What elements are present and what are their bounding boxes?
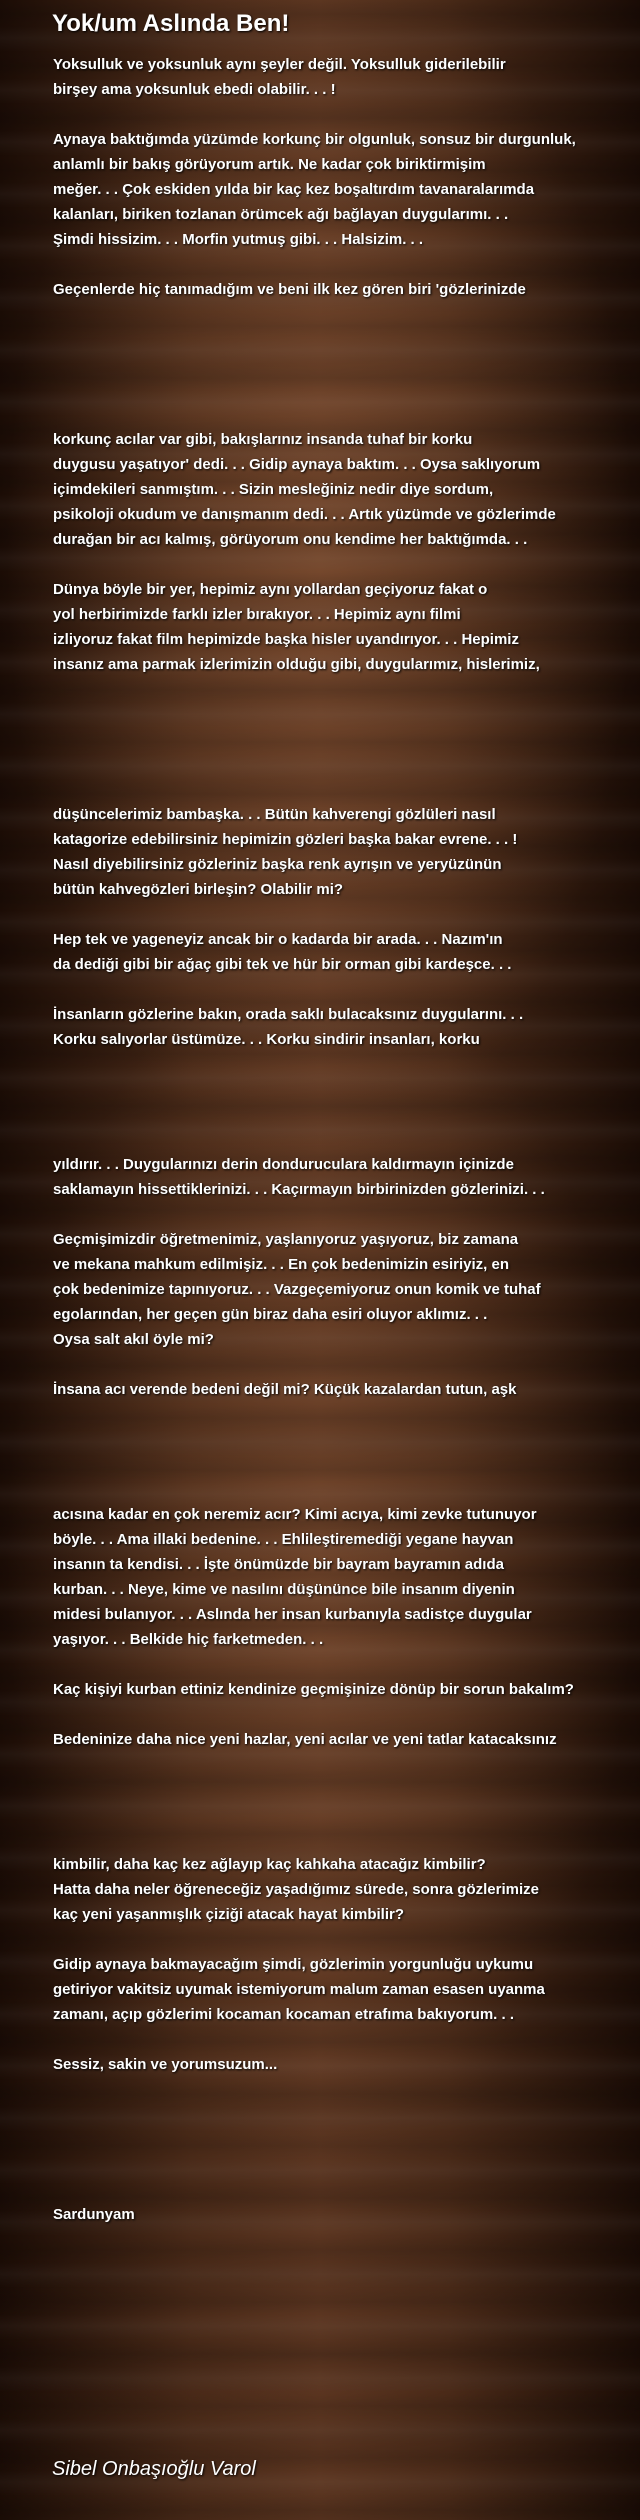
poem-line: Bedeninize daha nice yeni hazlar, yeni acılar ve yeni tatlar katacaksınız xyxy=(53,1731,557,1748)
blank-line xyxy=(53,327,623,352)
poem-line: Hatta daha neler öğreneceğiz yaşadığımız sürede, sonra gözlerimize xyxy=(53,1881,539,1898)
poem-line: getiriyor vakitsiz uyumak istemiyorum malum zaman esasen uyanma xyxy=(53,1981,545,1998)
blank-line xyxy=(53,402,623,427)
poem-line: saklamayın hissettiklerinizi. . . Kaçırmayın birbirinizden gözlerinizi. . . xyxy=(53,1181,545,1198)
blank-line xyxy=(53,1927,623,1952)
blank-line xyxy=(53,1752,623,1777)
blank-line xyxy=(53,902,623,927)
poem-line: Nasıl diyebilirsiniz gözleriniz başka renk ayrışın ve yeryüzünün xyxy=(53,856,502,873)
blank-line xyxy=(53,2152,623,2177)
poem-line: çok bedenimize tapınıyoruz. . . Vazgeçemiyoruz onun komik ve tuhaf xyxy=(53,1281,541,1298)
poem-line: da dediği gibi bir ağaç gibi tek ve hür bir orman gibi kardeşce. . . xyxy=(53,956,512,973)
poem-line: Aynaya baktığımda yüzümde korkunç bir olgunluk, sonsuz bir durgunluk, xyxy=(53,131,576,148)
poem-line: İnsanların gözlerine bakın, orada saklı bulacaksınız duygularını. . . xyxy=(53,1006,524,1023)
poem-line: içimdekileri sanmıştım. . . Sizin mesleğiniz nedir diye sordum, xyxy=(53,481,494,498)
blank-line xyxy=(53,1702,623,1727)
poem-line: psikoloji okudum ve danışmanım dedi. . . Artık yüzümde ve gözlerimde xyxy=(53,506,556,523)
poem-line: Dünya böyle bir yer, hepimiz aynı yollardan geçiyoruz fakat o xyxy=(53,581,488,598)
blank-line xyxy=(53,377,623,402)
blank-line xyxy=(53,2102,623,2127)
blank-line xyxy=(53,1802,623,1827)
blank-line xyxy=(53,702,623,727)
poem-line: İnsana acı verende bedeni değil mi? Küçük kazalardan tutun, aşk xyxy=(53,1381,517,1398)
poem-line: bütün kahvegözleri birleşin? Olabilir mi? xyxy=(53,881,344,898)
blank-line xyxy=(53,1102,623,1127)
blank-line xyxy=(53,777,623,802)
poem-line: katagorize edebilirsiniz hepimizin gözleri başka bakar evrene. . . ! xyxy=(53,831,518,848)
poem-line: Geçenlerde hiç tanımadığım ve beni ilk kez gören biri 'gözlerinizde xyxy=(53,281,526,298)
poem-line: ve mekana mahkum edilmişiz. . . En çok bedenimizin esiriyiz, en xyxy=(53,1256,509,1273)
poem-line: Kaç kişiyi kurban ettiniz kendinize geçmişinize dönüp bir sorun bakalım? xyxy=(53,1681,574,1698)
poem-line: anlamlı bir bakış görüyorum artık. Ne kadar çok biriktirmişim xyxy=(53,156,486,173)
blank-line xyxy=(53,2177,623,2202)
poem-line: yaşıyor. . . Belkide hiç farketmeden. . . xyxy=(53,1631,324,1648)
blank-line xyxy=(53,727,623,752)
blank-line xyxy=(53,252,623,277)
blank-line xyxy=(53,352,623,377)
blank-line xyxy=(53,2077,623,2102)
blank-line xyxy=(53,1427,623,1452)
blank-line xyxy=(53,1477,623,1502)
blank-line xyxy=(53,102,623,127)
poem-line: insanız ama parmak izlerimizin olduğu gibi, duygularımız, hislerimiz, xyxy=(53,656,540,673)
poem-body xyxy=(53,52,623,2227)
poem-line: kaç yeni yaşanmışlık çiziği atacak hayat kimbilir? xyxy=(53,1906,405,1923)
blank-line xyxy=(53,2127,623,2152)
blank-line xyxy=(53,1052,623,1077)
blank-line xyxy=(53,2027,623,2052)
poem-line: acısına kadar en çok neremiz acır? Kimi acıya, kimi zevke tutunuyor xyxy=(53,1506,537,1523)
poem-line: Sardunyam xyxy=(53,2206,135,2223)
poem-line: kurban. . . Neye, kime ve nasılını düşününce bile insanım diyenin xyxy=(53,1581,515,1598)
poem-line: Şimdi hissizim. . . Morfin yutmuş gibi. . . Halsizim. . . xyxy=(53,231,424,248)
poem-line: böyle. . . Ama illaki bedenine. . . Ehlileştiremediği yegane hayvan xyxy=(53,1531,514,1548)
blank-line xyxy=(53,302,623,327)
poem-line: durağan bir acı kalmış, görüyorum onu kendime her baktığımda. . . xyxy=(53,531,528,548)
blank-line xyxy=(53,1827,623,1852)
poem-line: yol herbirimizde farklı izler bırakıyor. . . Hepimiz aynı filmi xyxy=(53,606,461,623)
blank-line xyxy=(53,1777,623,1802)
poem-line: yıldırır. . . Duygularınızı derin donduruculara kaldırmayın içinizde xyxy=(53,1156,514,1173)
poem-line: kimbilir, daha kaç kez ağlayıp kaç kahkaha atacağız kimbilir? xyxy=(53,1856,486,1873)
blank-line xyxy=(53,1127,623,1152)
blank-line xyxy=(53,677,623,702)
poem-line: midesi bulanıyor. . . Aslında her insan kurbanıyla sadistçe duygular xyxy=(53,1606,532,1623)
poem-line: birşey ama yoksunluk ebedi olabilir. . . ! xyxy=(53,81,336,98)
poem-line: duygusu yaşatıyor' dedi. . . Gidip aynaya baktım. . . Oysa saklıyorum xyxy=(53,456,541,473)
poem-line: Hep tek ve yageneyiz ancak bir o kadarda bir arada. . . Nazım'ın xyxy=(53,931,503,948)
blank-line xyxy=(53,1402,623,1427)
blank-line xyxy=(53,1452,623,1477)
poem-line: Yoksulluk ve yoksunluk aynı şeyler değil. Yoksulluk giderilebilir xyxy=(53,56,506,73)
blank-line xyxy=(53,552,623,577)
poem-line: düşüncelerimiz bambaşka. . . Bütün kahverengi gözlüleri nasıl xyxy=(53,806,496,823)
poem-line: insanın ta kendisi. . . İşte önümüzde bir bayram bayramın adıda xyxy=(53,1556,504,1573)
poem-line: Oysa salt akıl öyle mi? xyxy=(53,1331,214,1348)
author-name: Sibel Onbaşıoğlu Varol xyxy=(52,2458,256,2480)
poem-line: kalanları, biriken tozlanan örümcek ağı bağlayan duygularımı. . . xyxy=(53,206,509,223)
poem-line: meğer. . . Çok eskiden yılda bir kaç kez boşaltırdım tavanaralarımda xyxy=(53,181,535,198)
poem-line: izliyoruz fakat film hepimizde başka hisler uyandırıyor. . . Hepimiz xyxy=(53,631,519,648)
poem-line: zamanı, açıp gözlerimi kocaman kocaman etrafıma bakıyorum. . . xyxy=(53,2006,515,2023)
poem-line: Geçmişimizdir öğretmenimiz, yaşlanıyoruz yaşıyoruz, biz zamana xyxy=(53,1231,519,1248)
blank-line xyxy=(53,977,623,1002)
blank-line xyxy=(53,1202,623,1227)
poem-line: Korku salıyorlar üstümüze. . . Korku sindirir insanları, korku xyxy=(53,1031,480,1048)
blank-line xyxy=(53,1077,623,1102)
page-title: Yok/um Aslında Ben! xyxy=(52,10,290,37)
poem-line: Sessiz, sakin ve yorumsuzum... xyxy=(53,2056,278,2073)
blank-line xyxy=(53,752,623,777)
blank-line xyxy=(53,1652,623,1677)
poem-line: korkunç acılar var gibi, bakışlarınız insanda tuhaf bir korku xyxy=(53,431,473,448)
blank-line xyxy=(53,1352,623,1377)
poem-line: egolarından, her geçen gün biraz daha esiri oluyor aklımız. . . xyxy=(53,1306,488,1323)
poem-line: Gidip aynaya bakmayacağım şimdi, gözlerimin yorgunluğu uykumu xyxy=(53,1956,534,1973)
